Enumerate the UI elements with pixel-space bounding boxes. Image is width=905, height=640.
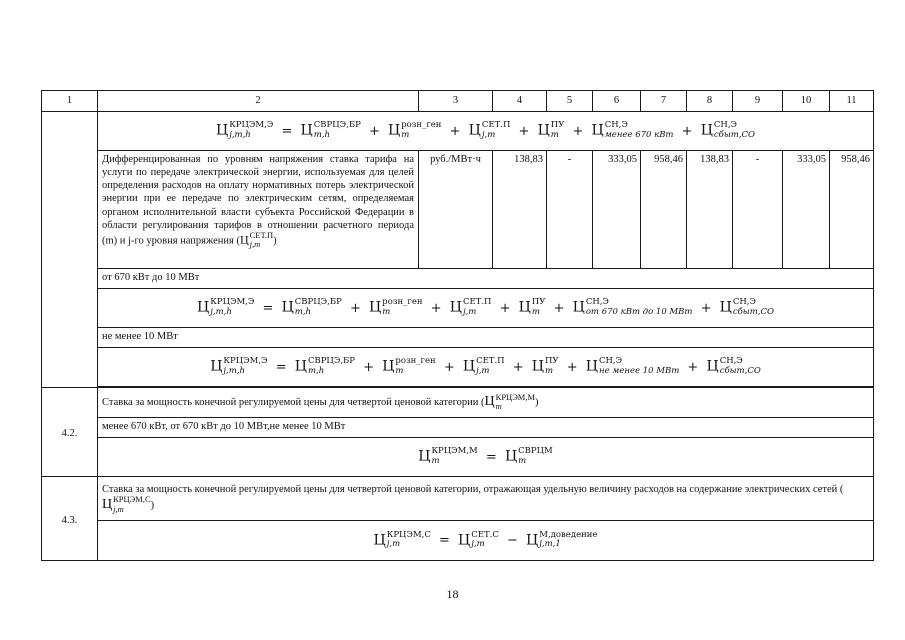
formula-row-10 (42, 348, 874, 387)
col-header-9: 9 (733, 91, 783, 112)
value-col-6: 333,05 (593, 151, 641, 269)
section-42-title: Ставка за мощность конечной регулируемой цены для четвертой ценовой категории (Ц КРЦЭМ,М m ) (98, 388, 874, 418)
col-header-6: 6 (593, 91, 641, 112)
range-row-670-10 (42, 269, 874, 289)
formula-expression: Ц КРЦЭМ,Э j,m,h = Ц СВРЦЭ,БР m,h + Ц розн_ген m + Ц СЕТ.П j,m + Ц ПУ m + Ц СН,Э не менее 10 МВт + Ц СН,Э сбыт,СО (210, 356, 761, 376)
value-col-9: - (733, 151, 783, 269)
value-col-4: 138,83 (493, 151, 547, 269)
header-row (42, 91, 874, 112)
col-header-5: 5 (547, 91, 593, 112)
value-col-8: 138,83 (687, 151, 733, 269)
tariff-row (42, 151, 874, 269)
section-42-formula (98, 438, 874, 477)
page-number: 18 (446, 587, 459, 601)
section-42-ranges-row (42, 418, 874, 438)
range-label-670-10: от 670 кВт до 10 МВт (98, 269, 874, 289)
value-col-7: 958,46 (641, 151, 687, 269)
col-header-4: 4 (493, 91, 547, 112)
range-row-10 (42, 328, 874, 348)
section-43-title-row (42, 477, 874, 521)
section-42-title-row (42, 388, 874, 418)
tariff-unit: руб./МВт·ч (419, 151, 493, 269)
section-43-formula (98, 521, 874, 561)
section-number-43: 4.3. (42, 477, 98, 561)
value-col-10: 333,05 (783, 151, 830, 269)
value-col-11: 958,46 (830, 151, 874, 269)
value-col-5: - (547, 151, 593, 269)
col-header-10: 10 (783, 91, 830, 112)
section-42-formula-row (42, 438, 874, 477)
formula-row-main (42, 112, 874, 151)
section-number-empty (42, 112, 98, 388)
col-header-8: 8 (687, 91, 733, 112)
formula-expression: Ц КРЦЭМ,М m = Ц СВРЦМ m (418, 446, 553, 466)
section-43-title: Ставка за мощность конечной регулируемой цены для четвертой ценовой категории, отражающая удельную величину расходов на содержание электрических сетей (Ц КРЦЭМ,С j,m ) (98, 477, 874, 521)
formula-expression: Ц КРЦЭМ,С j,m = Ц СЕТ.С j,m − Ц М,доведение j,m,1 (373, 529, 598, 549)
col-header-3: 3 (419, 91, 493, 112)
section-number-42: 4.2. (42, 388, 98, 477)
col-header-7: 7 (641, 91, 687, 112)
formula-expression: Ц КРЦЭМ,Э j,m,h = Ц СВРЦЭ,БР m,h + Ц розн_ген m + Ц СЕТ.П j,m + Ц ПУ m + Ц СН,Э от 670 кВт до 10 МВт + Ц СН,Э сбыт,СО (197, 297, 774, 317)
formula-main (98, 112, 874, 151)
col-header-2: 2 (98, 91, 419, 112)
tariff-description: Дифференцированная по уровням напряжения ставка тарифа на услуги по передаче электрической энергии, используемая для целей определения расходов на оплату нормативных потерь электрической энергии при ее передаче по электрическим сетям, определяемая органом исполнительной власти субъекта Российской Федерации в области регулирования тарифов в отношении расчетного периода (m) и j-го уровня напряжения (Ц СЕТ.П j,m ) (98, 151, 419, 269)
range-label-10: не менее 10 МВт (98, 328, 874, 348)
formula-10 (98, 348, 874, 387)
tariff-table (41, 90, 874, 561)
col-header-1: 1 (42, 91, 98, 112)
formula-670-10 (98, 289, 874, 328)
formula-expression: Ц КРЦЭМ,Э j,m,h = Ц СВРЦЭ,БР m,h + Ц розн_ген m + Ц СЕТ.П j,m + Ц ПУ m + Ц СН,Э менее 670 кВт + Ц СН,Э сбыт,СО (215, 120, 756, 140)
section-43-formula-row (42, 521, 874, 561)
formula-row-670-10 (42, 289, 874, 328)
col-header-11: 11 (830, 91, 874, 112)
section-42-ranges: менее 670 кВт, от 670 кВт до 10 МВт,не менее 10 МВт (98, 418, 874, 438)
